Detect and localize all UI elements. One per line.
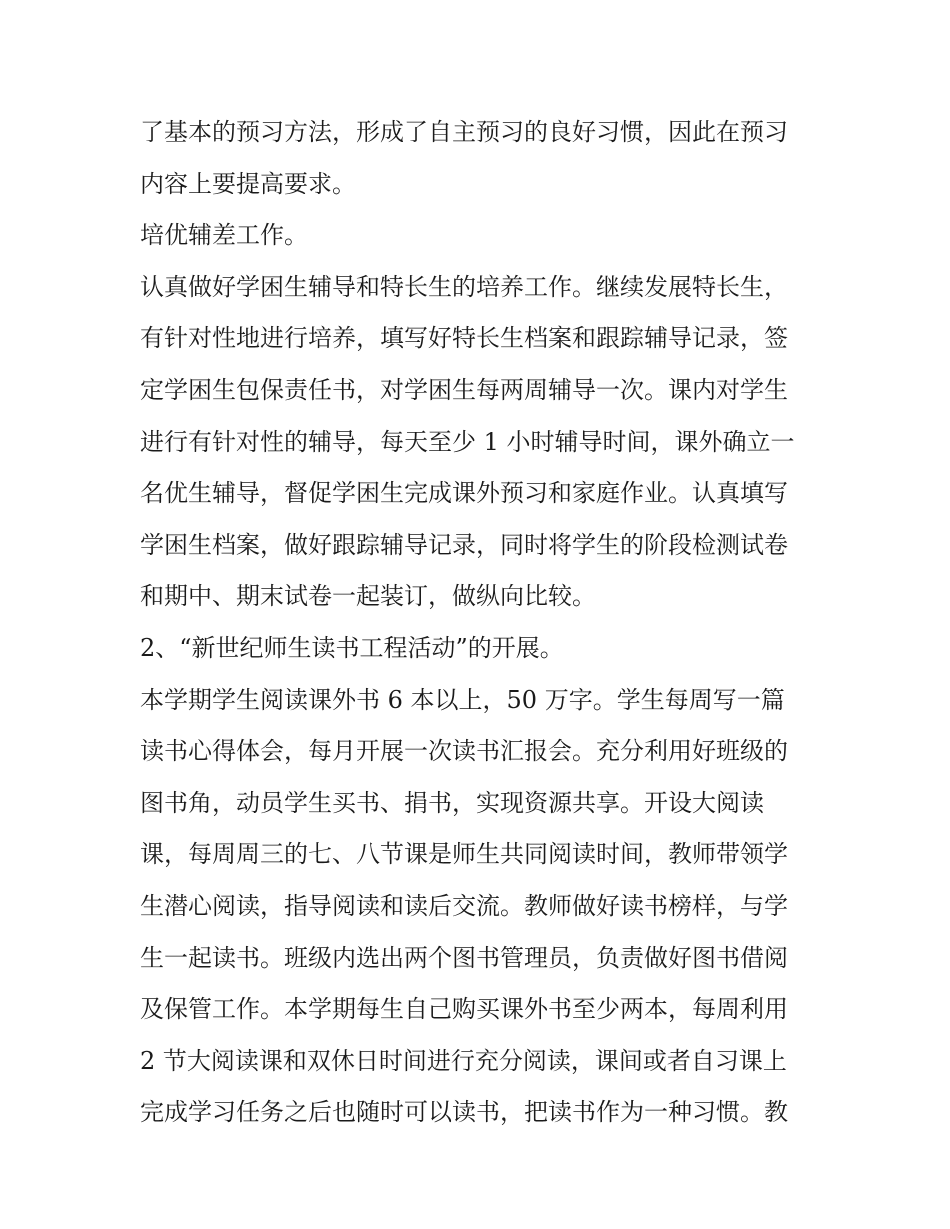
text-line: 定学困生包保责任书，对学困生每两周辅导一次。课内对学生 [140, 375, 788, 404]
text-line: 及保管工作。本学期每生自己购买课外书至少两本，每周利用 [140, 995, 788, 1024]
text-line: 本学期学生阅读课外书 6 本以上，50 万字。学生每周写一篇 [140, 685, 785, 714]
text-line: 有针对性地进行培养，填写好特长生档案和跟踪辅导记录，签 [140, 324, 788, 353]
section-heading: 培优辅差工作。 [140, 221, 308, 250]
body-text [140, 107, 820, 1139]
text-line: 进行有针对性的辅导，每天至少 1 小时辅导时间，课外确立一 [140, 427, 795, 456]
text-line: 完成学习任务之后也随时可以读书，把读书作为一种习惯。教 [140, 1098, 788, 1127]
text-line: 认真做好学困生辅导和特长生的培养工作。继续发展特长生， [140, 272, 788, 301]
text-line: 内容上要提高要求。 [140, 169, 356, 198]
text-line: 名优生辅导，督促学困生完成课外预习和家庭作业。认真填写 [140, 479, 788, 508]
section-heading: 2、“新世纪师生读书工程活动”的开展。 [140, 633, 564, 662]
text-line: 学困生档案，做好跟踪辅导记录，同时将学生的阶段检测试卷 [140, 530, 788, 559]
text-line: 和期中、期末试卷一起装订，做纵向比较。 [140, 582, 596, 611]
text-line: 生潜心阅读，指导阅读和读后交流。教师做好读书榜样，与学 [140, 891, 788, 920]
text-line: 了基本的预习方法，形成了自主预习的良好习惯，因此在预习 [140, 118, 788, 146]
text-line: 课，每周周三的七、八节课是师生共同阅读时间，教师带领学 [140, 840, 788, 869]
text-line: 生一起读书。班级内选出两个图书管理员，负责做好图书借阅 [140, 943, 788, 972]
text-line: 图书角，动员学生买书、捐书，实现资源共享。开设大阅读 [140, 788, 764, 817]
text-line: 读书心得体会，每月开展一次读书汇报会。充分利用好班级的 [140, 737, 788, 766]
text-line: 2 节大阅读课和双休日时间进行充分阅读，课间或者自习课上 [140, 1046, 787, 1075]
